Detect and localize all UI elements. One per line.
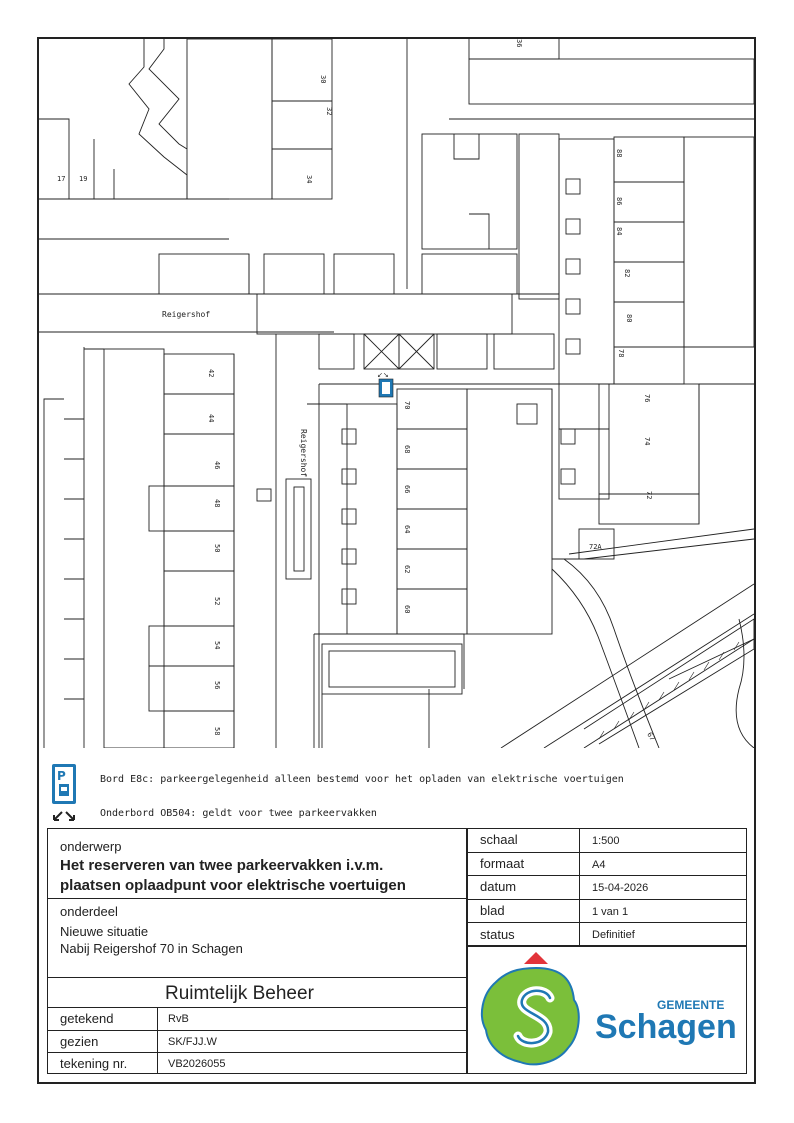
house-number: 52: [213, 597, 221, 606]
house-number: 84: [615, 227, 623, 236]
arrows-icon: [52, 808, 76, 822]
logo-gemeente-text: GEMEENTE: [657, 998, 725, 1012]
charging-sign-icon: [52, 764, 76, 804]
divider: [467, 875, 747, 876]
formaat-value: A4: [592, 859, 606, 871]
tekening-value: VB2026055: [168, 1058, 226, 1070]
gezien-value: SK/FJJ.W: [168, 1036, 217, 1048]
divider: [47, 1007, 467, 1008]
blad-value: 1 van 1: [592, 906, 629, 918]
house-number: 60: [403, 605, 411, 614]
house-number: 34: [305, 175, 313, 184]
house-number: 72A: [589, 543, 602, 551]
divider: [47, 1052, 467, 1053]
onderdeel-line1: Nieuwe situatie: [60, 924, 149, 939]
house-number: 76: [643, 394, 651, 403]
house-number: 68: [403, 445, 411, 454]
house-number: 36: [515, 39, 523, 48]
street-label: Reigershof: [162, 310, 211, 319]
house-number: 46: [213, 461, 221, 470]
house-number: 66: [403, 485, 411, 494]
tekening-label: tekening nr.: [60, 1056, 128, 1071]
datum-label: datum: [480, 879, 517, 894]
divider: [47, 977, 467, 978]
svg-text:P: P: [57, 769, 66, 783]
department-name: Ruimtelijk Beheer: [165, 983, 314, 1004]
house-number: 86: [615, 197, 623, 206]
house-number: 72: [645, 491, 653, 500]
divider: [467, 899, 747, 900]
house-number: 48: [213, 499, 221, 508]
house-number: 88: [615, 149, 623, 158]
house-number: 74: [643, 437, 651, 446]
house-number: 58: [213, 727, 221, 736]
divider: [47, 898, 467, 899]
status-value: Definitief: [592, 929, 635, 941]
house-number: 30: [319, 75, 327, 84]
house-number: 56: [213, 681, 221, 690]
getekend-label: getekend: [60, 1011, 114, 1026]
legend-subsign-text: Onderbord OB504: geldt voor twee parkeervakken: [100, 808, 377, 819]
house-number: 62: [403, 565, 411, 574]
datum-value: 15-04-2026: [592, 882, 649, 894]
onderwerp-label: onderwerp: [60, 839, 122, 854]
divider: [467, 922, 747, 923]
onderwerp-line2: plaatsen oplaadpunt voor elektrische voertuigen: [60, 877, 406, 894]
house-number: 70: [403, 401, 411, 410]
divider: [157, 1007, 158, 1074]
house-number: 17: [57, 175, 66, 183]
house-number: 80: [625, 314, 633, 323]
house-number: 42: [207, 369, 215, 378]
house-number: 44: [207, 414, 215, 423]
schaal-value: 1:500: [592, 835, 620, 847]
charging-sign-marker: [377, 371, 393, 397]
house-number: 78: [617, 349, 625, 358]
divider: [467, 852, 747, 853]
svg-text:↙↘: ↙↘: [377, 371, 389, 379]
onderdeel-line2: Nabij Reigershof 70 in Schagen: [60, 941, 243, 956]
house-number: 54: [213, 641, 221, 650]
house-number: 64: [403, 525, 411, 534]
divider: [47, 1030, 467, 1031]
blad-label: blad: [480, 903, 505, 918]
status-label: status: [480, 927, 515, 942]
house-number: 50: [213, 544, 221, 553]
legend-sign-text: Bord E8c: parkeergelegenheid alleen bestemd voor het opladen van elektrische voertuigen: [100, 774, 624, 785]
street-label: Reigershof: [299, 429, 308, 478]
logo-schagen-text: Schagen: [595, 1008, 737, 1046]
house-number: 67: [645, 731, 657, 743]
gezien-label: gezien: [60, 1034, 99, 1049]
schaal-label: schaal: [480, 832, 518, 847]
formaat-label: formaat: [480, 856, 525, 871]
house-number: 82: [623, 269, 631, 278]
logo-roof-icon: [524, 952, 548, 964]
site-map: [39, 39, 754, 748]
house-number: 32: [325, 107, 333, 116]
house-number: 19: [79, 175, 88, 183]
divider: [579, 828, 580, 946]
onderdeel-label: onderdeel: [60, 904, 118, 919]
schagen-logo: [472, 950, 742, 1072]
onderwerp-line1: Het reserveren van twee parkeervakken i.v.m.: [60, 857, 384, 874]
getekend-value: RvB: [168, 1013, 189, 1025]
